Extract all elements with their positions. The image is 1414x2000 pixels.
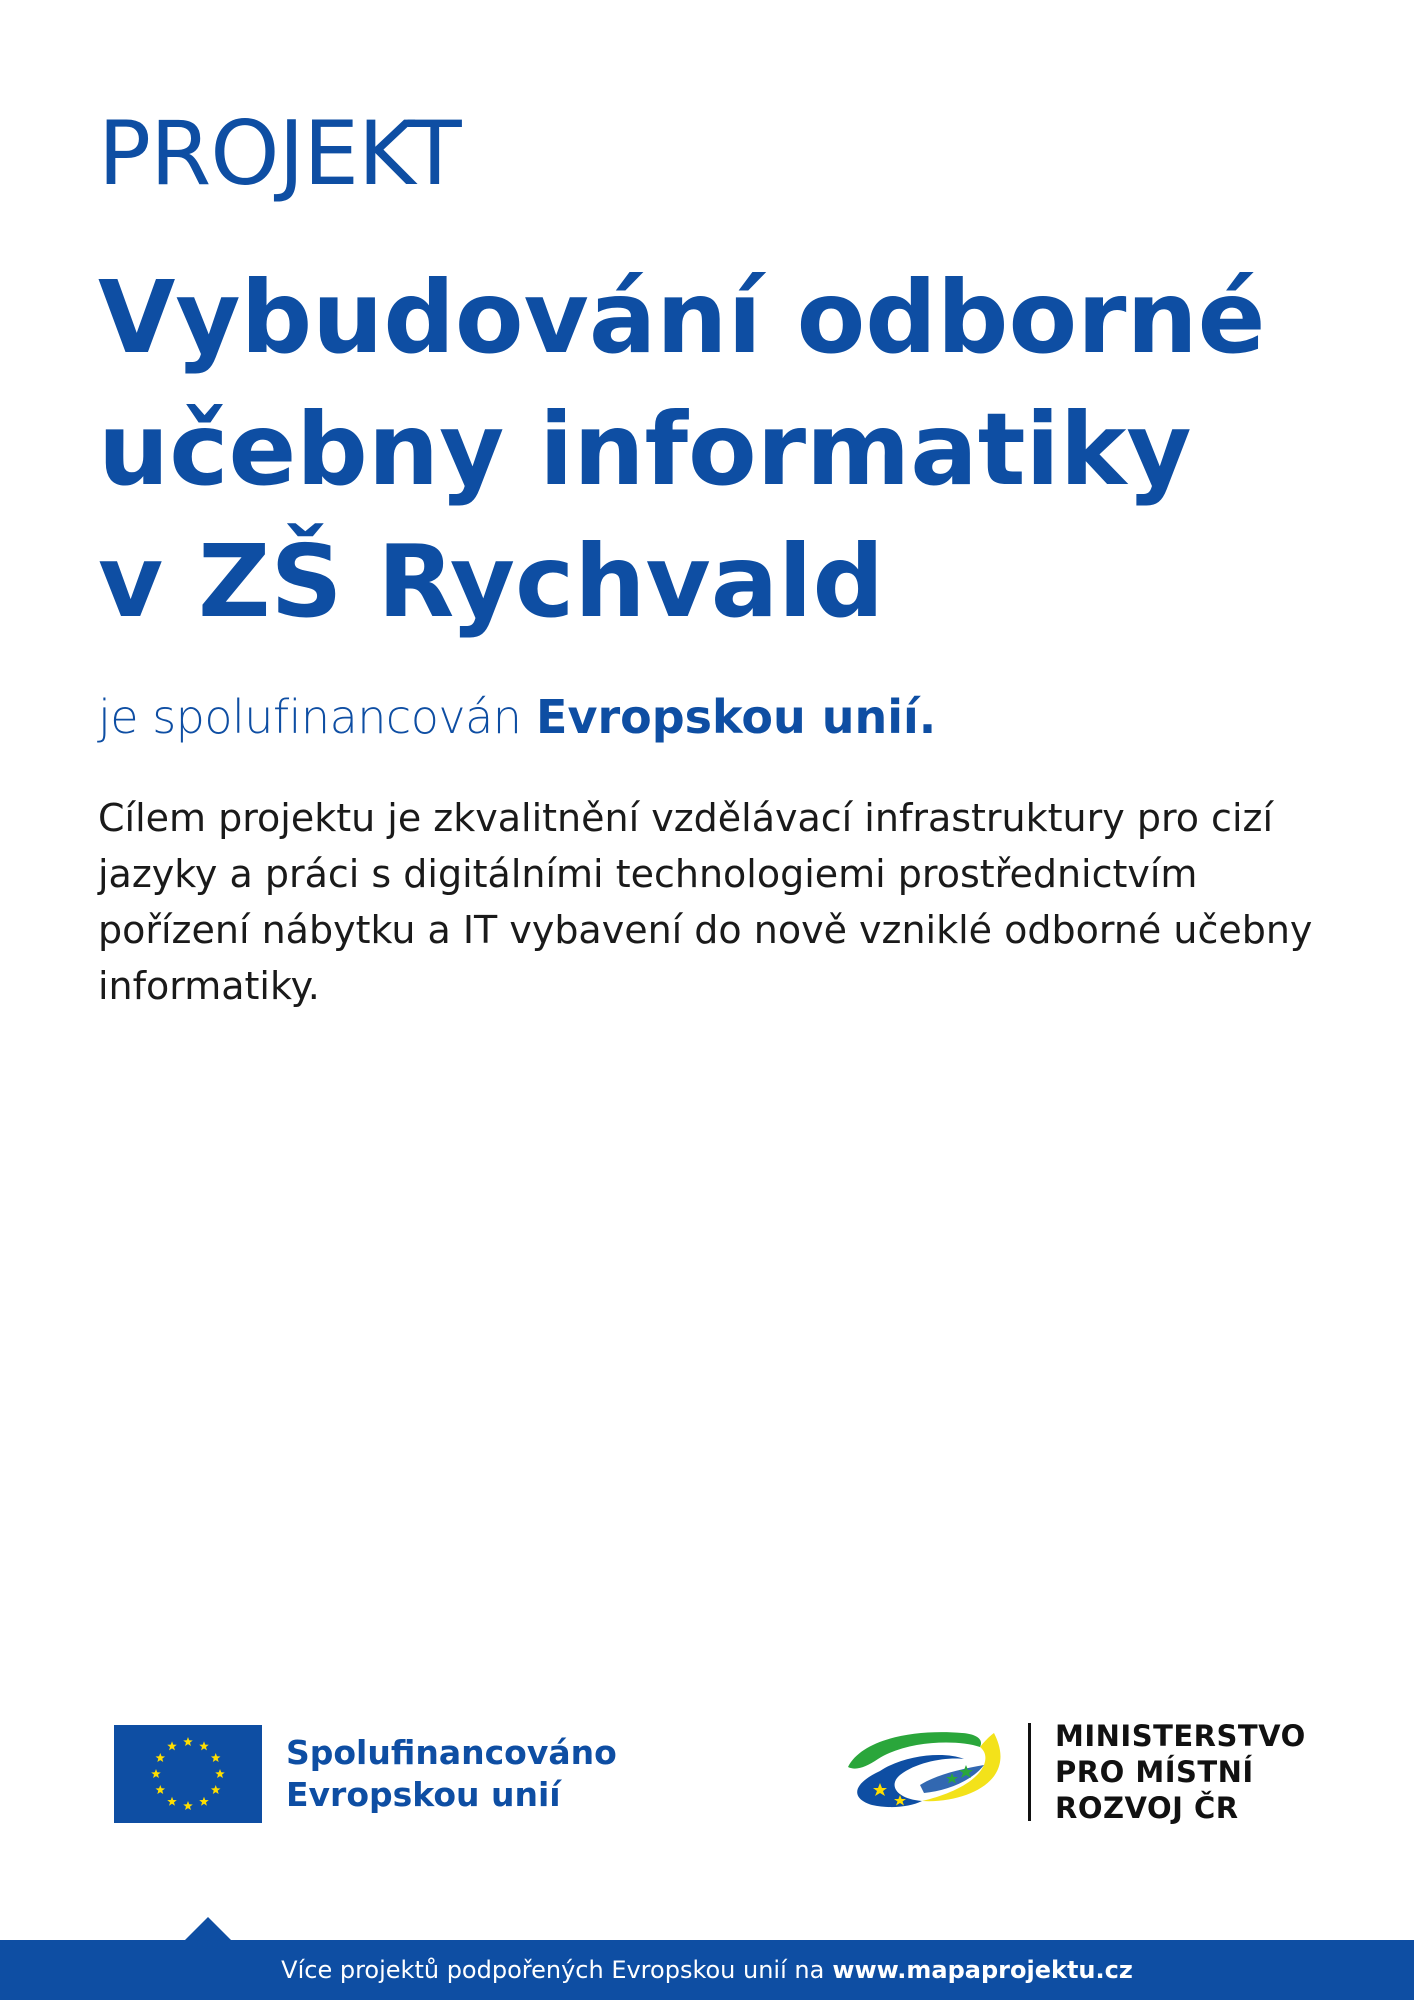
project-title xyxy=(98,252,1348,648)
footer-bar xyxy=(0,1940,1414,2000)
title-line: Vybudování odborné xyxy=(98,259,1266,376)
eu-flag-icon xyxy=(114,1725,262,1823)
mmr-logo-text xyxy=(1055,1718,1306,1826)
cofinancing-statement xyxy=(98,690,936,745)
footer-link[interactable]: www.mapaprojektu.cz xyxy=(832,1956,1133,1984)
mmr-divider xyxy=(1028,1723,1031,1821)
eu-logo-text xyxy=(286,1732,617,1816)
footer-text: Více projektů podpořených Evropskou unií na xyxy=(281,1956,825,1984)
project-label: PROJEKT xyxy=(98,102,461,205)
eu-logo-line: Evropskou unií xyxy=(286,1775,561,1814)
mmr-logo-line: PRO MÍSTNÍ xyxy=(1055,1755,1254,1789)
mmr-logo xyxy=(844,1719,1306,1825)
eu-logo xyxy=(114,1724,617,1824)
eu-logo-line: Spolufinancováno xyxy=(286,1733,617,1772)
title-line: v ZŠ Rychvald xyxy=(98,523,885,640)
project-description: Cílem projektu je zkvalitnění vzdělávací infrastruktury pro cizí jazyky a práci s digitálními technologiemi prostřednictvím pořízení nábytku a IT vybavení do nově vzniklé odborné učebny informatiky. xyxy=(98,796,1313,1008)
cofinancing-emphasis: Evropskou unií. xyxy=(536,690,937,744)
footer-notch xyxy=(184,1917,232,1941)
mmr-logo-line: MINISTERSTVO xyxy=(1055,1719,1306,1753)
mmr-emblem-icon xyxy=(844,1725,1006,1819)
mmr-logo-line: ROZVOJ ČR xyxy=(1055,1791,1239,1825)
title-line: učebny informatiky xyxy=(98,391,1192,508)
cofinancing-prefix: je spolufinancován xyxy=(98,690,522,744)
